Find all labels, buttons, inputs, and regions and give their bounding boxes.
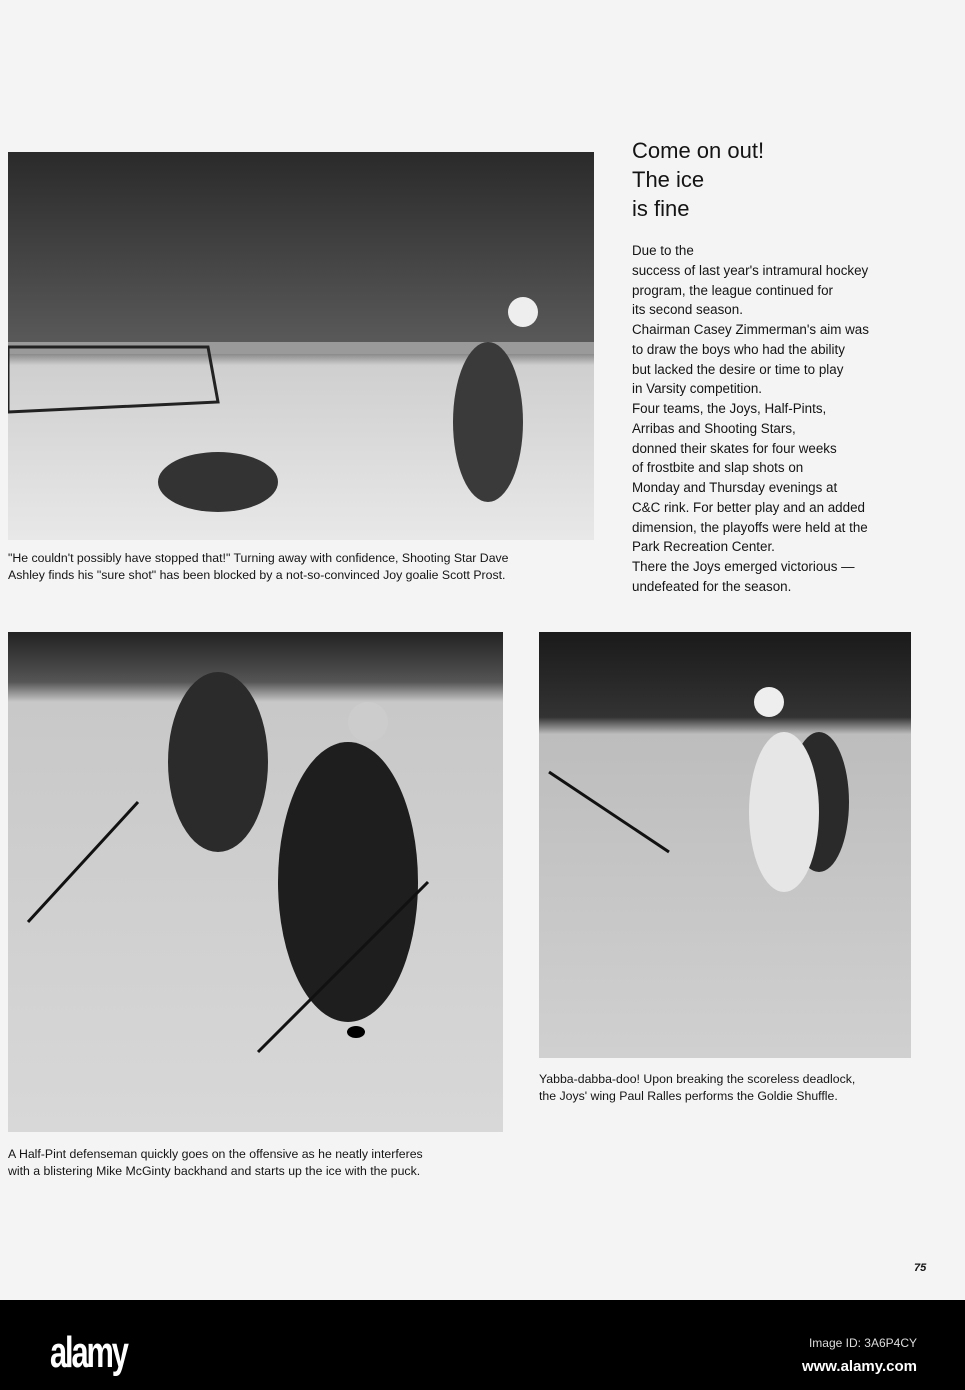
body-line: program, the league continued for — [632, 282, 833, 298]
caption-line: Yabba-dabba-doo! Upon breaking the scoreless deadlock, — [539, 1072, 856, 1086]
body-line: Four teams, the Joys, Half-Pints, — [632, 401, 827, 416]
photo-goalie-save — [8, 152, 594, 540]
body-line: Chairman Casey Zimmerman's aim was — [632, 322, 869, 337]
caption-photo3 — [539, 1071, 855, 1105]
page-number: 75 — [914, 1262, 927, 1274]
photo-half-pint-defenseman — [8, 632, 503, 1132]
caption-photo1 — [8, 550, 509, 584]
watermark-footer — [0, 1300, 965, 1390]
body-line: donned their skates for four weeks — [632, 440, 837, 456]
body-line: in Varsity competition. — [632, 381, 762, 397]
article-heading — [632, 136, 764, 223]
caption-line: A Half-Pint defenseman quickly goes on the offensive as he neatly interferes — [8, 1147, 423, 1161]
image-id: Image ID: 3A6P4CY — [808, 1336, 917, 1350]
caption-photo2 — [8, 1146, 423, 1180]
body-line: Monday and Thursday evenings at — [632, 480, 838, 495]
site-url: www.alamy.com — [801, 1358, 917, 1375]
body-line: its second season. — [632, 302, 743, 318]
caption-line: Ashley finds his "sure shot" has been blocked by a not-so-convinced Joy goalie Scott Prost. — [8, 568, 506, 582]
heading-line: is fine — [632, 196, 690, 221]
body-line: Due to the — [632, 243, 694, 258]
body-line: C&C rink. For better play and an added — [632, 499, 865, 515]
body-line: Arribas and Shooting Stars, — [632, 420, 796, 436]
body-line: There the Joys emerged victorious — — [632, 559, 855, 574]
body-line: success of last year's intramural hockey — [632, 262, 869, 278]
body-line: dimension, the playoffs were held at the — [632, 519, 868, 535]
body-line: but lacked the desire or time to play — [632, 361, 844, 377]
heading-line: Come on out! — [632, 138, 765, 163]
alamy-logo: alamy — [50, 1328, 127, 1377]
caption-line: the Joys' wing Paul Ralles performs the Goldie Shuffle. — [539, 1089, 838, 1103]
body-line: to draw the boys who had the ability — [632, 341, 845, 357]
caption-line: "He couldn't possibly have stopped that!" Turning away with confidence, Shooting Star Dave — [8, 551, 509, 565]
heading-line: The ice — [632, 167, 705, 192]
photo-goldie-shuffle — [539, 632, 911, 1058]
caption-line: with a blistering Mike McGinty backhand and starts up the ice with the puck. — [8, 1164, 421, 1178]
body-line: undefeated for the season. — [632, 578, 792, 594]
article-body — [632, 241, 869, 597]
body-line: Park Recreation Center. — [632, 539, 775, 555]
body-line: of frostbite and slap shots on — [632, 460, 804, 476]
